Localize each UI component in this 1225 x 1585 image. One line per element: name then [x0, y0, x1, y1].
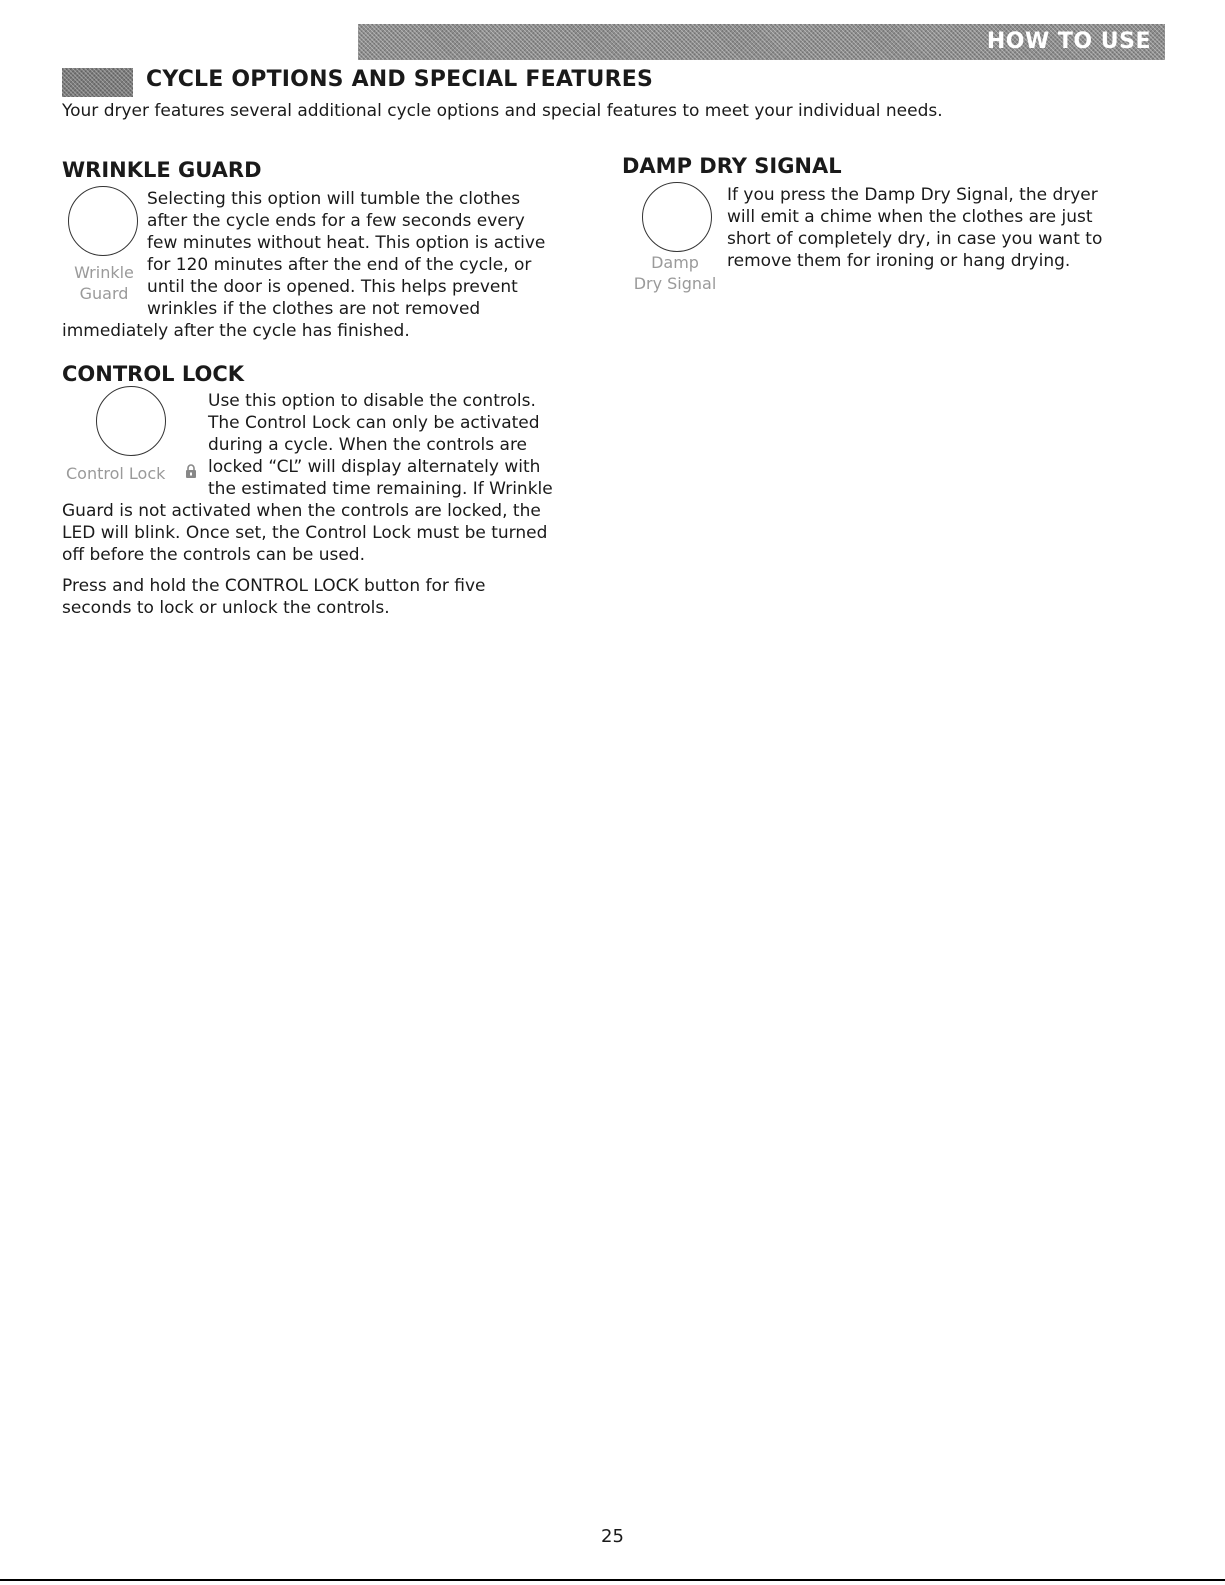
wrinkle-guard-label-1: Wrinkle — [74, 263, 134, 282]
section-marker — [62, 68, 133, 97]
wrinkle-guard-heading: WRINKLE GUARD — [62, 158, 262, 182]
padlock-icon — [185, 464, 197, 478]
control-lock-label: Control Lock — [66, 464, 166, 483]
control-lock-text-line: off before the controls can be used. — [62, 545, 366, 565]
wrinkle-guard-text-line: until the door is opened. This helps prevent — [147, 277, 518, 297]
wrinkle-guard-label-2: Guard — [79, 284, 129, 303]
control-lock-heading: CONTROL LOCK — [62, 362, 245, 386]
header-banner — [358, 24, 1165, 60]
wrinkle-guard-text-line: few minutes without heat. This option is active — [147, 233, 546, 253]
bottom-rule — [0, 1579, 1225, 1581]
section-intro: Your dryer features several additional cycle options and special features to meet your individual needs. — [62, 101, 943, 121]
wrinkle-guard-circle — [68, 186, 138, 256]
wrinkle-guard-text-line: Selecting this option will tumble the clothes — [147, 189, 521, 209]
wrinkle-guard-text-line: immediately after the cycle has finished. — [62, 321, 410, 341]
banner-title: HOW TO USE — [986, 29, 1151, 54]
control-lock-text-line: LED will blink. Once set, the Control Lock must be turned — [62, 523, 548, 543]
damp-dry-text-line: remove them for ironing or hang drying. — [727, 251, 1071, 271]
control-lock-instruction-line: seconds to lock or unlock the controls. — [62, 598, 390, 618]
control-lock-text-line: locked “CL” will display alternately with — [208, 457, 541, 477]
control-lock-text-line: Use this option to disable the controls. — [208, 391, 536, 411]
damp-dry-circle — [642, 182, 712, 252]
control-lock-text-line: Guard is not activated when the controls are locked, the — [62, 501, 541, 521]
control-lock-instruction-line: Press and hold the CONTROL LOCK button for five — [62, 576, 486, 596]
wrinkle-guard-text-line: after the cycle ends for a few seconds every — [147, 211, 525, 231]
damp-dry-text-line: If you press the Damp Dry Signal, the dryer — [727, 185, 1098, 205]
wrinkle-guard-text-line: for 120 minutes after the end of the cycle, or — [147, 255, 532, 275]
section-title: CYCLE OPTIONS AND SPECIAL FEATURES — [146, 67, 654, 92]
control-lock-circle — [96, 386, 166, 456]
damp-dry-heading: DAMP DRY SIGNAL — [622, 154, 842, 178]
control-lock-text-line: during a cycle. When the controls are — [208, 435, 528, 455]
damp-dry-label-2: Dry Signal — [633, 274, 717, 293]
control-lock-text-line: The Control Lock can only be activated — [208, 413, 540, 433]
page-number: 25 — [601, 1526, 624, 1547]
control-lock-text-line: the estimated time remaining. If Wrinkle — [208, 479, 553, 499]
damp-dry-text-line: will emit a chime when the clothes are just — [727, 207, 1093, 227]
wrinkle-guard-text-line: wrinkles if the clothes are not removed — [147, 299, 481, 319]
damp-dry-text-line: short of completely dry, in case you want to — [727, 229, 1103, 249]
damp-dry-label-1: Damp — [651, 253, 699, 272]
